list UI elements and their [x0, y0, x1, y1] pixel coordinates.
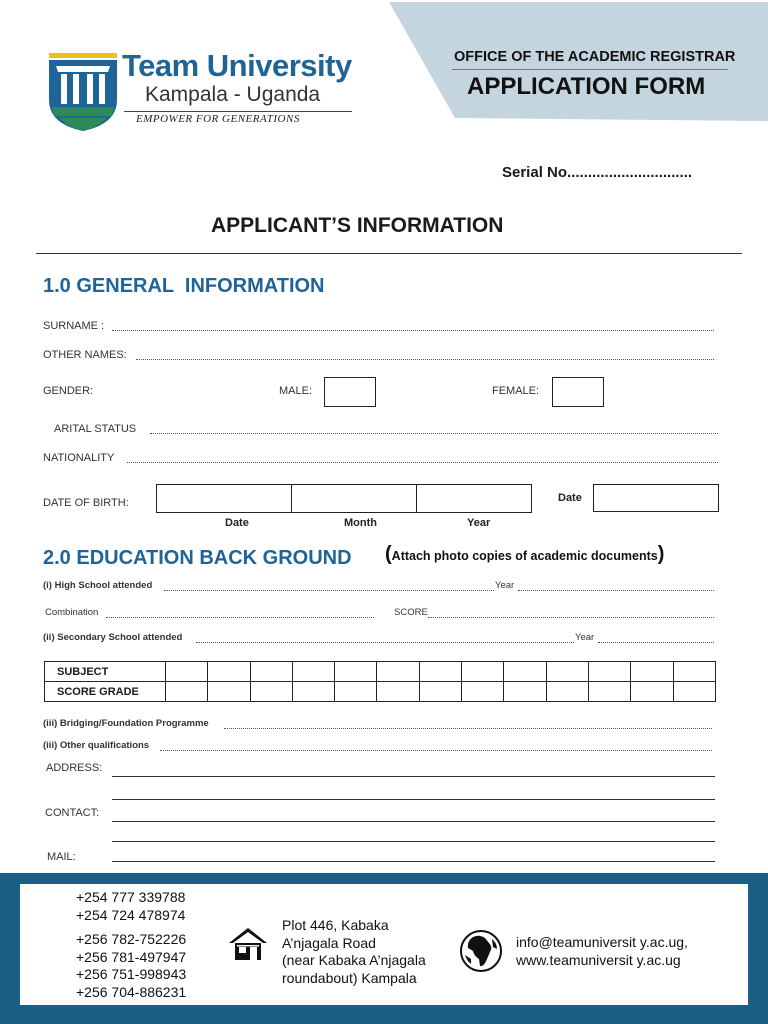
male-checkbox[interactable] — [324, 377, 376, 407]
date-box[interactable] — [593, 484, 719, 512]
high-school-year-field[interactable] — [518, 590, 714, 591]
subject-cell[interactable] — [335, 662, 377, 682]
university-logo — [48, 52, 118, 132]
phone-number: +256 781-497947 — [76, 948, 187, 965]
grade-cell[interactable] — [631, 682, 673, 702]
nationality-label: NATIONALITY — [43, 452, 115, 464]
phone-number: +256 782-752226 — [76, 931, 187, 947]
subject-cell[interactable] — [673, 662, 715, 682]
globe-icon — [459, 929, 503, 973]
grade-cell[interactable] — [504, 682, 546, 702]
note-open-paren: ( — [385, 543, 392, 565]
subject-cell[interactable] — [419, 662, 461, 682]
logo-divider — [124, 111, 352, 112]
subject-label: SUBJECT — [45, 662, 166, 682]
grade-cell[interactable] — [546, 682, 588, 702]
education-heading: 2.0 EDUCATION BACK GROUND — [43, 547, 352, 569]
high-school-label: (i) High School attended — [43, 580, 153, 591]
phone-number: +256 704-886231 — [76, 983, 187, 1000]
gender-label: GENDER: — [43, 385, 94, 397]
subject-cell[interactable] — [462, 662, 504, 682]
house-icon — [228, 927, 268, 961]
address-label: ADDRESS: — [46, 762, 103, 774]
education-note — [385, 543, 664, 566]
grade-cell[interactable] — [588, 682, 630, 702]
dob-year-caption: Year — [467, 517, 491, 529]
bridging-label: (iii) Bridging/Foundation Programme — [43, 718, 209, 729]
secondary-year-label: Year — [575, 632, 595, 643]
subject-cell[interactable] — [631, 662, 673, 682]
phone-number: +254 724 478974 — [76, 906, 186, 923]
subject-grade-table — [44, 661, 716, 702]
university-name: Team University — [122, 48, 352, 83]
footer-address — [282, 917, 426, 987]
grade-cell[interactable] — [673, 682, 715, 702]
general-heading: 1.0 GENERAL INFORMATION — [43, 275, 325, 297]
address-line: roundabout) Kampala — [282, 969, 417, 986]
dob-label: DATE OF BIRTH: — [43, 497, 129, 509]
section-divider — [36, 253, 742, 254]
footer-phones — [76, 889, 186, 1001]
secondary-school-label: (ii) Secondary School attended — [43, 632, 183, 643]
high-school-year-label: Year — [495, 580, 515, 591]
subject-cell[interactable] — [208, 662, 250, 682]
other-qualifications-label: (iii) Other qualifications — [43, 740, 150, 751]
note-close-paren: ) — [657, 543, 665, 565]
grade-cell[interactable] — [166, 682, 208, 702]
score-grade-row — [45, 682, 716, 702]
secondary-school-field[interactable] — [196, 642, 574, 643]
university-location: Kampala - Uganda — [145, 83, 321, 106]
grade-cell[interactable] — [208, 682, 250, 702]
high-school-field[interactable] — [164, 590, 494, 591]
bridging-field[interactable] — [224, 728, 712, 729]
contact-line-2[interactable] — [112, 841, 715, 842]
marital-status-label: ARITAL STATUS — [54, 423, 137, 435]
email-link[interactable]: info@teamuniversit y.ac.ug, — [516, 934, 688, 950]
subject-cell[interactable] — [588, 662, 630, 682]
subject-cell[interactable] — [250, 662, 292, 682]
office-underline — [452, 69, 728, 70]
contact-label: CONTACT: — [45, 807, 100, 819]
grade-cell[interactable] — [250, 682, 292, 702]
date-label: Date — [558, 492, 582, 504]
other-qualifications-field[interactable] — [160, 750, 712, 751]
other-names-label: OTHER NAMES: — [43, 349, 127, 361]
subject-cell[interactable] — [377, 662, 419, 682]
dob-date-caption: Date — [225, 517, 249, 529]
phone-number: +254 777 339788 — [76, 889, 186, 905]
dob-date-box[interactable] — [156, 484, 292, 513]
address-line: (near Kabaka A’njagala — [282, 952, 426, 968]
dob-month-caption: Month — [344, 517, 377, 529]
marital-status-field[interactable] — [150, 433, 718, 434]
surname-label: SURNAME : — [43, 320, 105, 332]
address-line-1[interactable] — [112, 776, 715, 777]
male-label: MALE: — [279, 385, 313, 397]
grade-cell[interactable] — [335, 682, 377, 702]
contact-line-1[interactable] — [112, 821, 715, 822]
grade-cell[interactable] — [377, 682, 419, 702]
address-line: Plot 446, Kabaka — [282, 917, 389, 933]
score-grade-label: SCORE GRADE — [45, 682, 166, 702]
website-link[interactable]: www.teamuniversit y.ac.ug — [516, 951, 681, 968]
university-motto: EMPOWER FOR GENERATIONS — [136, 113, 300, 125]
mail-line[interactable] — [112, 861, 715, 862]
grade-cell[interactable] — [419, 682, 461, 702]
address-line-2[interactable] — [112, 799, 715, 800]
phone-number: +256 751-998943 — [76, 966, 187, 982]
combination-label: Combination — [45, 607, 99, 618]
subject-cell[interactable] — [166, 662, 208, 682]
address-line: A’njagala Road — [282, 934, 376, 951]
female-checkbox[interactable] — [552, 377, 604, 407]
other-names-field[interactable] — [136, 359, 714, 360]
grade-cell[interactable] — [292, 682, 334, 702]
female-label: FEMALE: — [492, 385, 540, 397]
nationality-field[interactable] — [127, 462, 718, 463]
combination-field[interactable] — [106, 617, 374, 618]
subject-cell[interactable] — [292, 662, 334, 682]
surname-field[interactable] — [112, 330, 714, 331]
form-title: APPLICATION FORM — [467, 73, 706, 100]
score-label: SCORE — [394, 607, 428, 618]
grade-cell[interactable] — [462, 682, 504, 702]
footer-web — [516, 934, 688, 969]
subject-cell[interactable] — [504, 662, 546, 682]
secondary-year-field[interactable] — [598, 642, 714, 643]
dob-year-box[interactable] — [416, 484, 532, 513]
subject-cell[interactable] — [546, 662, 588, 682]
mail-label: MAIL: — [47, 851, 76, 863]
section-title: APPLICANT’S INFORMATION — [211, 214, 504, 237]
score-field[interactable] — [428, 617, 714, 618]
note-text: Attach photo copies of academic documents — [391, 549, 658, 563]
subject-row — [45, 662, 716, 682]
office-title: OFFICE OF THE ACADEMIC REGISTRAR — [454, 49, 736, 65]
serial-number: Serial No.............................. — [502, 164, 693, 181]
dob-month-box[interactable] — [291, 484, 417, 513]
